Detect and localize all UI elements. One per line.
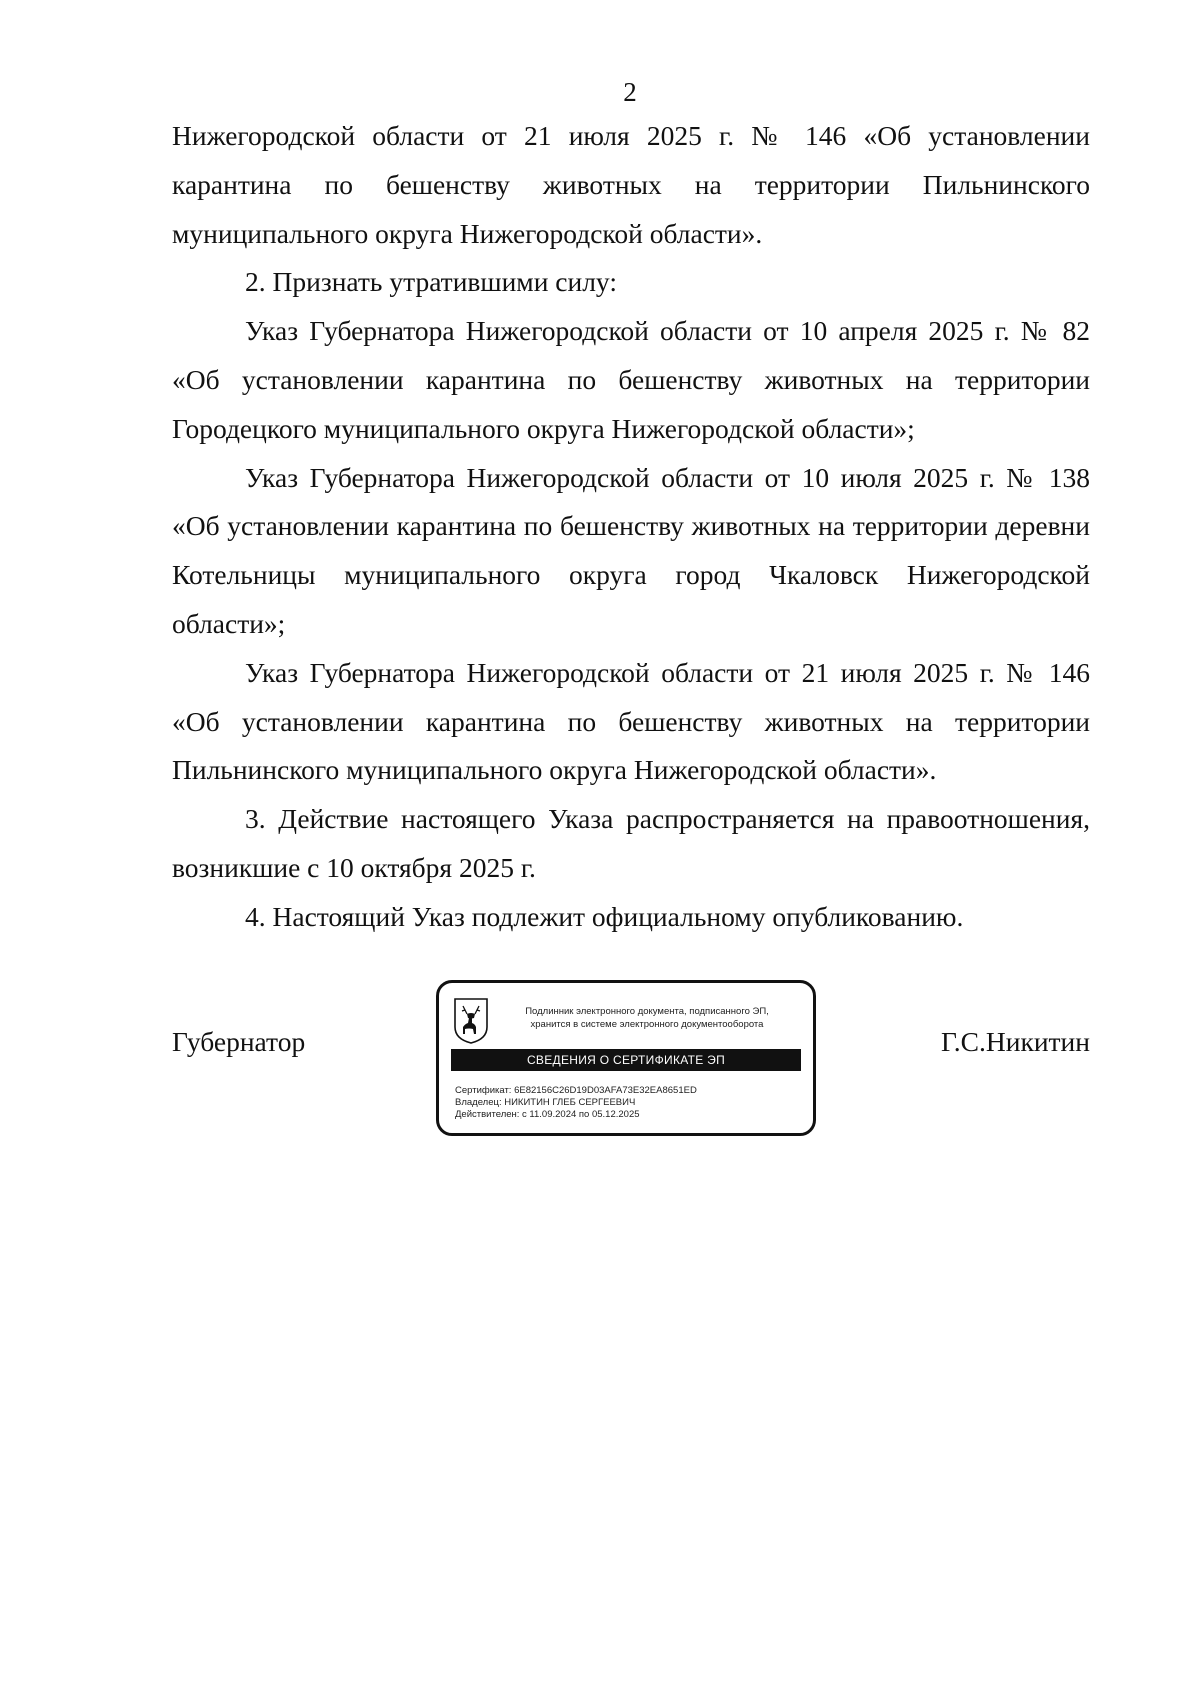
stamp-title-bar: СВЕДЕНИЯ О СЕРТИФИКАТЕ ЭП: [451, 1049, 801, 1071]
electronic-signature-stamp: [436, 980, 816, 1136]
document-body: [172, 112, 1090, 942]
deer-emblem-icon: [453, 997, 489, 1045]
signatory-name: Г.С.Никитин: [941, 1026, 1090, 1057]
page-number: 2: [623, 77, 637, 107]
paragraph-repealed-decree-82: Указ Губернатора Нижегородской области от 10 апреля 2025 г. № 82 «Об установлении карантина по бешенству животных на территории Городецкого муниципального округа Нижегородской области»;: [172, 315, 1090, 444]
stamp-certificate-details: [455, 1085, 697, 1121]
signatory-position: Губернатор: [172, 1026, 306, 1057]
paragraph-repealed-decree-146: Указ Губернатора Нижегородской области от 21 июля 2025 г. № 146 «Об установлении карантина по бешенству животных на территории Пильнинского муниципального округа Нижегородской области».: [172, 656, 1090, 786]
paragraph-item-3: 3. Действие настоящего Указа распространяется на правоотношения, возникшие с 10 октября 2025 г.: [172, 803, 1090, 883]
signature-block: [172, 980, 1090, 1140]
paragraph-item-4: 4. Настоящий Указ подлежит официальному опубликованию.: [245, 900, 964, 932]
stamp-validity: Действителен: с 11.09.2024 по 05.12.2025: [455, 1109, 640, 1120]
paragraph-item-2: 2. Признать утратившими силу:: [245, 266, 617, 298]
paragraph-repealed-decree-138: Указ Губернатора Нижегородской области от 10 июля 2025 г. № 138 «Об установлении карантина по бешенству животных на территории деревни Котельницы муниципального округа город Чкаловск Нижегородской области»;: [172, 461, 1090, 639]
stamp-header-line-1: Подлинник электронного документа, подписанного ЭП,: [525, 1006, 769, 1017]
stamp-header-line-2: хранится в системе электронного документооборота: [530, 1019, 764, 1030]
stamp-owner: Владелец: НИКИТИН ГЛЕБ СЕРГЕЕВИЧ: [455, 1097, 636, 1108]
paragraph-continuation: Нижегородской области от 21 июля 2025 г. № 146 «Об установлении карантина по бешенству животных на территории Пильнинского муниципального округа Нижегородской области».: [172, 120, 1090, 249]
stamp-header: [497, 1005, 797, 1031]
stamp-certificate-number: Сертификат: 6E82156C26D19D03AFA73E32EA8651ED: [455, 1085, 697, 1096]
